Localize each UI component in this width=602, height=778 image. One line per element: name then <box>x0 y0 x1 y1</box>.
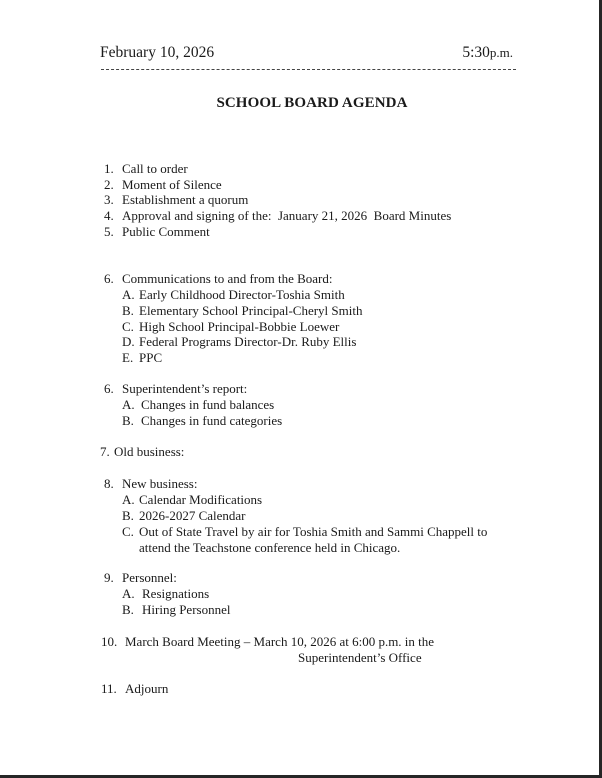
agenda-item-5-text: Public Comment <box>122 224 210 239</box>
sub-item-text: Federal Programs Director-Dr. Ruby Ellis <box>139 334 357 349</box>
agenda-item-1-text: Call to order <box>122 161 188 176</box>
sub-item-letter: A. <box>122 492 135 507</box>
meeting-time-suffix: p.m. <box>489 45 513 60</box>
sub-item-letter: B. <box>122 602 134 617</box>
sub-item-text: Out of State Travel by air for Toshia Smith and Sammi Chappell to <box>139 524 488 539</box>
sub-item-letter: B. <box>122 508 134 523</box>
sub-item-text: High School Principal-Bobbie Loewer <box>139 319 340 334</box>
sub-item-text: PPC <box>139 350 163 365</box>
meeting-time-value: 5:30 <box>462 44 490 61</box>
agenda-item-4-number: 4. <box>104 208 114 223</box>
sub-item-letter: D. <box>122 334 135 349</box>
sub-item-letter: A. <box>122 586 135 601</box>
sub-item-text: 2026-2027 Calendar <box>139 508 246 523</box>
agenda-item-6b-text: Superintendent’s report: <box>122 381 248 396</box>
sub-item-letter: C. <box>122 319 134 334</box>
agenda-item-10-continuation: Superintendent’s Office <box>298 650 422 665</box>
dashed-divider <box>101 69 516 70</box>
sub-item-letter: A. <box>122 397 135 412</box>
sub-item-letter: A. <box>122 287 135 302</box>
agenda-item-3-text: Establishment a quorum <box>122 192 249 207</box>
agenda-item-8-number: 8. <box>104 476 114 491</box>
agenda-item-10-number: 10. <box>101 634 118 649</box>
agenda-item-2-number: 2. <box>104 177 114 192</box>
agenda-item-7-number: 7. <box>100 444 110 459</box>
meeting-date: February 10, 2026 <box>100 44 215 61</box>
item-number: 1. <box>104 161 114 176</box>
sub-item-letter: B. <box>122 303 134 318</box>
page-title: SCHOOL BOARD AGENDA <box>216 95 408 111</box>
agenda-item-6b-number: 6. <box>104 381 114 396</box>
sub-item-letter: B. <box>122 413 134 428</box>
sub-item-text: Changes in fund balances <box>141 397 275 412</box>
sub-item-continuation: attend the Teachstone conference held in Chicago. <box>139 540 401 555</box>
agenda-item-8-text: New business: <box>122 476 198 491</box>
sub-item-text: Resignations <box>142 586 210 601</box>
meeting-time <box>462 44 513 62</box>
agenda-item-10-text: March Board Meeting – March 10, 2026 at 6:00 p.m. in the <box>125 634 435 649</box>
agenda-item-4-text: Approval and signing of the: January 21, 2026 Board Minutes <box>122 208 452 223</box>
agenda-item-9-text: Personnel: <box>122 570 177 585</box>
sub-item-text: Early Childhood Director-Toshia Smith <box>139 287 345 302</box>
agenda-item-2-text: Moment of Silence <box>122 177 222 192</box>
agenda-item-1 <box>104 161 114 176</box>
agenda-item-9-number: 9. <box>104 570 114 585</box>
agenda-item-5-number: 5. <box>104 224 114 239</box>
sub-item-text: Changes in fund categories <box>141 413 283 428</box>
sub-item-letter: C. <box>122 524 134 539</box>
sub-item-letter: E. <box>122 350 134 365</box>
sub-item-text: Elementary School Principal-Cheryl Smith <box>139 303 363 318</box>
agenda-item-3-number: 3. <box>104 192 114 207</box>
agenda-item-7-text: Old business: <box>114 444 185 459</box>
sub-item-text: Hiring Personnel <box>142 602 231 617</box>
agenda-item-6-text: Communications to and from the Board: <box>122 271 333 286</box>
agenda-item-6-number: 6. <box>104 271 114 286</box>
agenda-item-11-number: 11. <box>101 681 117 696</box>
sub-item-text: Calendar Modifications <box>139 492 263 507</box>
agenda-item-11-text: Adjourn <box>125 681 169 696</box>
